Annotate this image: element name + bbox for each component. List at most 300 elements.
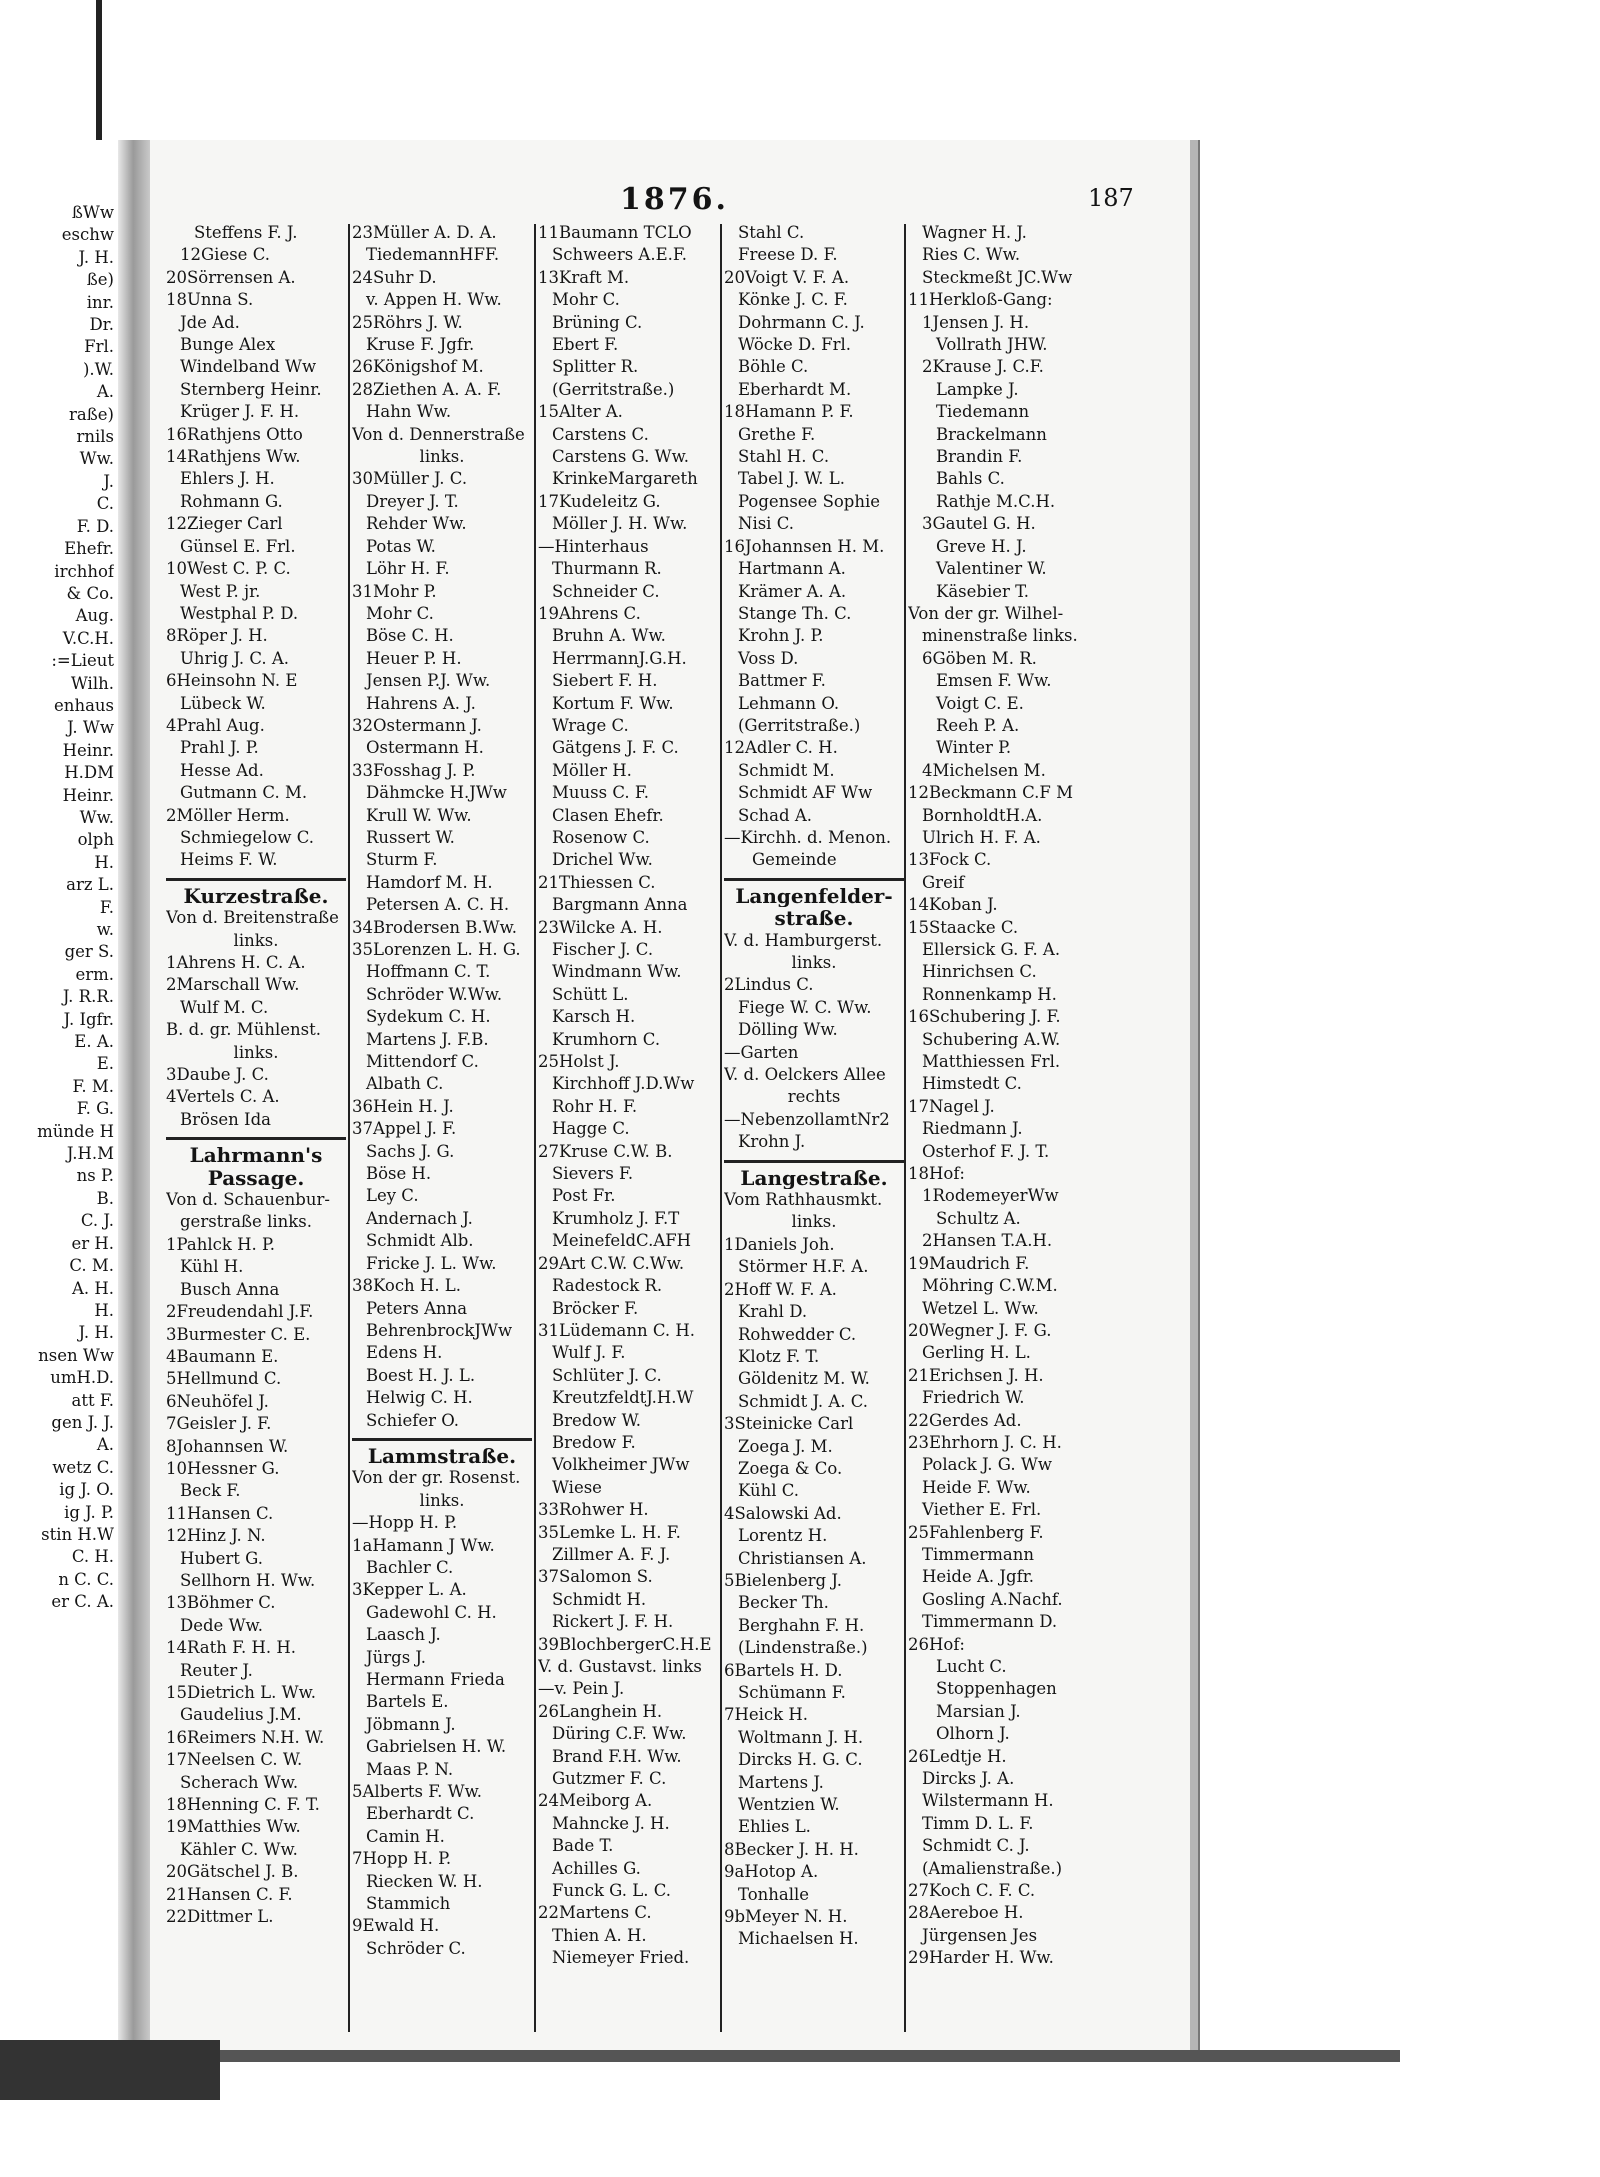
directory-entry: Brackelmann <box>936 424 1047 444</box>
directory-entry: v. Appen H. Ww. <box>366 290 502 310</box>
directory-entry: Hahrens A. J. <box>366 693 476 713</box>
directory-entry: Jürgensen Jes <box>922 1925 1038 1945</box>
street-heading: Langenfelder- <box>724 878 904 907</box>
directory-entry: 20Voigt V. F. A. <box>724 267 850 287</box>
directory-entry: 8Becker J. H. H. <box>724 1839 859 1859</box>
directory-entry: 32Ostermann J. <box>352 715 482 735</box>
directory-entry: Dreyer J. T. <box>366 491 459 511</box>
directory-entry: 36Hein H. J. <box>352 1096 454 1116</box>
directory-entry: Rehder Ww. <box>366 514 467 534</box>
directory-entry: Von der gr. Rosenst. <box>352 1468 521 1488</box>
left-page-entry: irchhof <box>54 561 114 581</box>
directory-entry: 21Hansen C. F. <box>166 1884 293 1904</box>
directory-entry: Voss D. <box>738 648 799 668</box>
directory-entry: Gutmann C. M. <box>180 783 308 803</box>
page-year: 1876. <box>620 182 729 217</box>
directory-entry: 29Art C.W. C.Ww. <box>538 1253 685 1273</box>
directory-entry: (Amalienstraße.) <box>922 1858 1063 1878</box>
directory-entry: Gutzmer F. C. <box>552 1769 667 1789</box>
directory-entry: 9bMeyer N. H. <box>724 1907 848 1927</box>
directory-entry: Reuter J. <box>180 1660 253 1680</box>
directory-entry: 1Daniels Joh. <box>724 1234 835 1254</box>
directory-entry: Bahls C. <box>936 469 1005 489</box>
left-page-entry: ger S. <box>64 942 114 962</box>
directory-entry: 25Fahlenberg F. <box>908 1522 1044 1542</box>
directory-entry: 7Geisler J. F. <box>166 1414 272 1434</box>
directory-entry: Potas W. <box>366 536 436 556</box>
directory-entry: 14Rathjens Ww. <box>166 447 301 467</box>
street-heading: Kurzestraße. <box>166 878 346 907</box>
directory-entry: Hagge C. <box>552 1119 630 1139</box>
left-page-entry: J. Ww <box>67 718 114 738</box>
left-page-entry: C. J. <box>80 1211 114 1231</box>
directory-entry: Radestock R. <box>552 1276 663 1296</box>
left-page-entry: J.H.M <box>66 1144 114 1164</box>
directory-entry: Jürgs J. <box>366 1647 426 1667</box>
left-page-entry: C. M. <box>69 1256 114 1276</box>
directory-entry: 29Harder H. Ww. <box>908 1948 1054 1968</box>
directory-entry: 18Hamann P. F. <box>724 402 854 422</box>
column-divider <box>348 224 350 2032</box>
directory-entry: Carstens C. <box>552 424 649 444</box>
directory-entry: Bredow W. <box>552 1410 641 1430</box>
directory-entry: Von d. Dennerstraße <box>352 424 525 444</box>
directory-entry: Muuss C. F. <box>552 783 649 803</box>
directory-entry: Laasch J. <box>366 1625 441 1645</box>
directory-columns <box>166 222 1166 2052</box>
directory-entry: Hartmann A. <box>738 559 846 579</box>
directory-entry: Viether E. Frl. <box>922 1500 1042 1520</box>
left-page-entry: H. <box>94 1300 114 1320</box>
directory-entry: Löhr H. F. <box>366 559 450 579</box>
left-page-entry: H.DM <box>64 763 114 783</box>
left-page-entry: F. <box>99 897 114 917</box>
directory-entry: 5Alberts F. Ww. <box>352 1782 482 1802</box>
left-page-entry: ig J. O. <box>59 1480 114 1500</box>
directory-entry: Prahl J. P. <box>180 738 259 758</box>
directory-entry: Volkheimer JWw <box>552 1455 690 1475</box>
directory-entry: Krull W. Ww. <box>366 805 472 825</box>
directory-entry: Stammich <box>366 1894 451 1914</box>
directory-entry: 31Mohr P. <box>352 581 437 601</box>
directory-entry: Käsebier T. <box>936 581 1029 601</box>
directory-entry: KrinkeMargareth <box>552 469 698 489</box>
directory-entry: 35Lorenzen L. H. G. <box>352 940 521 959</box>
directory-entry: 14Koban J. <box>908 895 998 915</box>
directory-entry: Sturm F. <box>366 850 438 870</box>
directory-entry: Peters Anna <box>366 1298 468 1318</box>
column-divider <box>904 224 906 2032</box>
directory-entry: Schümann F. <box>738 1683 846 1702</box>
directory-entry: Busch Anna <box>180 1279 280 1299</box>
directory-entry: Zoega J. M. <box>738 1436 833 1456</box>
left-page-entry: w. <box>96 920 114 939</box>
directory-entry: Berghahn F. H. <box>738 1615 865 1635</box>
directory-entry: 3Burmester C. E. <box>166 1324 311 1344</box>
directory-entry: Brandin F. <box>936 447 1023 467</box>
directory-entry: 14Rath F. H. H. <box>166 1638 297 1658</box>
directory-entry: Wulf J. F. <box>552 1343 626 1363</box>
directory-entry: Pogensee Sophie <box>738 491 881 511</box>
directory-entry: 30Müller J. C. <box>352 469 468 489</box>
directory-entry: 31Lüdemann C. H. <box>538 1320 696 1340</box>
directory-entry: 6Bartels H. D. <box>724 1660 843 1680</box>
left-page-entry: wetz C. <box>52 1457 114 1477</box>
directory-entry: 4Salowski Ad. <box>724 1503 842 1523</box>
book-spine <box>118 140 152 2040</box>
left-page-entry: & Co. <box>66 583 114 603</box>
directory-entry: 37Appel J. F. <box>352 1119 457 1139</box>
left-page-entry: nsen Ww <box>38 1345 114 1365</box>
left-page-entry: er H. <box>71 1233 114 1253</box>
directory-entry: Gätgens J. F. C. <box>552 738 679 758</box>
directory-entry: Klotz F. T. <box>738 1346 820 1366</box>
left-page-entry: Aug. <box>75 606 114 626</box>
directory-entry: 1Pahlck H. P. <box>166 1234 275 1254</box>
directory-entry: Jde Ad. <box>180 312 240 332</box>
directory-entry: Brösen Ida <box>180 1109 271 1129</box>
directory-entry: Eberhardt M. <box>738 379 852 399</box>
directory-entry: 18Unna S. <box>166 290 254 310</box>
directory-entry: 17Neelsen C. W. <box>166 1750 303 1770</box>
directory-entry: Riecken W. H. <box>366 1871 483 1891</box>
directory-entry: 19Maudrich F. <box>908 1253 1030 1273</box>
directory-entry: KreutzfeldtJ.H.W <box>552 1388 694 1408</box>
directory-entry: links. <box>233 930 279 950</box>
left-page-entry: olph <box>77 830 114 850</box>
directory-entry: Westphal P. D. <box>180 603 299 623</box>
directory-entry: (Gerritstraße.) <box>552 379 675 399</box>
directory-entry: Heuer P. H. <box>366 648 462 668</box>
directory-entry: Schütt L. <box>552 984 629 1004</box>
directory-entry: 20Wegner J. F. G. <box>908 1320 1052 1340</box>
directory-entry: Voigt C. E. <box>936 693 1024 713</box>
directory-entry: (Lindenstraße.) <box>738 1638 868 1658</box>
directory-entry: minenstraße links. <box>922 626 1078 646</box>
directory-entry: Fiege W. C. Ww. <box>738 997 872 1017</box>
directory-entry: Schmidt AF Ww <box>738 783 873 803</box>
directory-entry: Göldenitz M. W. <box>738 1369 870 1389</box>
directory-entry: Mohr C. <box>366 603 434 623</box>
directory-entry: Boest H. J. L. <box>366 1365 476 1385</box>
directory-entry: Ostermann H. <box>366 738 484 758</box>
directory-entry: 16Reimers N.H. W. <box>166 1727 325 1747</box>
directory-entry: 25Röhrs J. W. <box>352 312 463 332</box>
left-page-entry: J. H. <box>78 1323 114 1343</box>
directory-entry: Riedmann J. <box>922 1119 1023 1139</box>
directory-entry: Grethe F. <box>738 424 816 444</box>
directory-entry: Lehmann O. <box>738 693 840 713</box>
directory-entry: Andernach J. <box>366 1208 473 1228</box>
directory-entry: Schultz A. <box>936 1208 1021 1228</box>
directory-entry: Sievers F. <box>552 1164 634 1184</box>
directory-entry: Christiansen A. <box>738 1548 867 1568</box>
directory-entry: Dircks J. A. <box>922 1769 1015 1789</box>
directory-entry: 4Baumann E. <box>166 1346 279 1366</box>
directory-entry: Gaudelius J.M. <box>180 1705 302 1725</box>
directory-entry: Timmermann <box>922 1544 1034 1564</box>
directory-entry: 12Zieger Carl <box>166 514 283 534</box>
directory-entry: 38Koch H. L. <box>352 1276 462 1296</box>
directory-entry: Ebert F. <box>552 335 619 355</box>
directory-entry: 4Prahl Aug. <box>166 715 265 735</box>
directory-entry: Vollrath JHW. <box>936 335 1048 355</box>
directory-entry: 2Möller Herm. <box>166 805 290 825</box>
directory-entry: 12Adler C. H. <box>724 738 838 758</box>
directory-entry: V. d. Gustavst. links <box>538 1657 702 1676</box>
directory-entry: Splitter R. <box>552 357 639 377</box>
directory-entry: 27Kruse C.W. B. <box>538 1141 673 1161</box>
left-page-entry: er C. A. <box>51 1592 114 1612</box>
directory-entry: 7Heick H. <box>724 1705 809 1725</box>
directory-entry: Rohmann G. <box>180 491 283 511</box>
directory-entry: Dohrmann C. J. <box>738 312 865 332</box>
directory-entry: 13Böhmer C. <box>166 1593 276 1613</box>
directory-entry: 19Ahrens C. <box>538 603 641 623</box>
directory-entry: 16Johannsen H. M. <box>724 536 885 556</box>
directory-entry: links. <box>419 447 465 467</box>
directory-entry: 22Dittmer L. <box>166 1907 274 1927</box>
directory-entry: Wetzel L. Ww. <box>922 1298 1039 1318</box>
directory-entry: Ehlers J. H. <box>180 469 275 489</box>
directory-entry: 13Kraft M. <box>538 267 630 287</box>
directory-entry: Hamdorf M. H. <box>366 872 493 892</box>
directory-entry: 6Heinsohn N. E <box>166 671 298 691</box>
directory-entry: 10Hessner G. <box>166 1458 280 1478</box>
directory-entry: Ellersick G. F. A. <box>922 940 1061 959</box>
directory-entry: Michaelsen H. <box>738 1929 859 1949</box>
directory-entry: Tiedemann <box>936 402 1030 422</box>
directory-entry: Hoffmann C. T. <box>366 962 491 982</box>
directory-entry: Ries C. Ww. <box>922 245 1021 265</box>
directory-entry: 33Rohwer H. <box>538 1500 649 1520</box>
directory-entry: Mittendorf C. <box>366 1052 479 1072</box>
directory-entry: Tonhalle <box>738 1884 810 1904</box>
left-page-entry: gen J. J. <box>51 1412 114 1432</box>
directory-entry: 2Lindus C. <box>724 975 814 995</box>
directory-entry: 7Hopp H. P. <box>352 1849 452 1869</box>
directory-entry: Eberhardt C. <box>366 1804 475 1824</box>
directory-entry: Greve H. J. <box>936 536 1027 556</box>
directory-entry: rechts <box>787 1087 841 1107</box>
directory-entry: Bargmann Anna <box>552 895 688 915</box>
directory-entry: Krohn J. <box>738 1132 806 1152</box>
directory-entry: —Garten <box>724 1042 799 1062</box>
directory-entry: Möller J. H. Ww. <box>552 514 688 534</box>
directory-entry: Valentiner W. <box>936 559 1047 579</box>
directory-entry: 6Neuhöfel J. <box>166 1391 269 1411</box>
column-2 <box>352 222 532 2032</box>
directory-entry: Schröder W.Ww. <box>366 984 503 1004</box>
directory-entry: Von d. Breitenstraße <box>166 908 339 928</box>
directory-entry: Von der gr. Wilhel- <box>908 603 1064 623</box>
directory-entry: Martens J. F.B. <box>366 1029 489 1049</box>
left-page-entry: ).W. <box>82 359 114 379</box>
directory-entry: Helwig C. H. <box>366 1388 473 1408</box>
directory-entry: Stahl C. <box>738 223 805 242</box>
directory-entry: Störmer H.F. A. <box>738 1257 869 1277</box>
directory-entry: Schad A. <box>738 805 812 825</box>
directory-entry: Schröder C. <box>366 1938 466 1958</box>
column-5 <box>908 222 1094 2032</box>
directory-entry: —Kirchh. d. Menon. <box>724 827 892 847</box>
left-page-entry: att F. <box>71 1390 114 1410</box>
directory-entry: Bartels E. <box>366 1692 449 1712</box>
directory-page <box>150 140 1198 2060</box>
directory-entry: Funck G. L. C. <box>552 1881 671 1901</box>
directory-entry: 33Fosshag J. P. <box>352 760 476 780</box>
left-page-entry: B. <box>96 1188 114 1208</box>
directory-entry: Krumholz J. F.T <box>552 1208 680 1228</box>
directory-entry: 20Sörrensen A. <box>166 267 296 287</box>
directory-entry: Wiese <box>552 1477 602 1497</box>
directory-entry: Mohr C. <box>552 290 620 310</box>
directory-entry: Kortum F. Ww. <box>552 693 674 713</box>
directory-entry: Krämer A. A. <box>738 581 847 601</box>
directory-entry: Woltmann J. H. <box>738 1727 864 1747</box>
directory-entry: 35Lemke L. H. F. <box>538 1522 681 1542</box>
directory-entry: 1RodemeyerWw <box>922 1186 1059 1206</box>
directory-entry: Bunge Alex <box>180 335 276 355</box>
directory-entry: Marsian J. <box>936 1701 1021 1721</box>
directory-entry: Rathje M.C.H. <box>936 491 1056 511</box>
directory-entry: Kühl H. <box>180 1257 244 1277</box>
left-page-entry: Ww. <box>79 449 114 469</box>
directory-entry: 24Suhr D. <box>352 267 437 287</box>
street-heading: Lahrmann's <box>166 1137 346 1166</box>
directory-entry: Becker Th. <box>738 1593 829 1613</box>
left-page-entry: arz L. <box>66 875 114 895</box>
scan-bottom-edge <box>150 2050 1400 2062</box>
directory-entry: BehrenbrockJWw <box>366 1320 513 1340</box>
directory-entry: Petersen A. C. H. <box>366 895 510 915</box>
directory-entry: 25Holst J. <box>538 1052 620 1072</box>
directory-entry: Brüning C. <box>552 312 643 332</box>
directory-entry: Rohr H. F. <box>552 1096 638 1116</box>
directory-entry: Windelband Ww <box>180 357 317 377</box>
left-page-entry: A. <box>96 382 114 402</box>
directory-entry: TiedemannHFF. <box>366 245 500 265</box>
directory-entry: MeinefeldC.AFH <box>552 1231 692 1251</box>
directory-entry: Rohwedder C. <box>738 1324 857 1344</box>
directory-entry: Böse H. <box>366 1164 432 1184</box>
directory-entry: 6Göben M. R. <box>922 648 1037 668</box>
directory-entry: Camin H. <box>366 1826 445 1846</box>
directory-entry: Wilstermann H. <box>922 1791 1054 1811</box>
directory-entry: Lübeck W. <box>180 693 266 713</box>
directory-entry: 1Jensen J. H. <box>922 312 1030 332</box>
directory-entry: Von d. Schauenbur- <box>166 1190 330 1210</box>
directory-entry: Schubering A.W. <box>922 1029 1061 1049</box>
directory-entry: 28Aereboe H. <box>908 1903 1024 1923</box>
directory-entry: Heide F. Ww. <box>922 1477 1031 1497</box>
scan-corner-shadow <box>0 2040 220 2100</box>
directory-entry: Reeh P. A. <box>936 715 1020 735</box>
directory-entry: Thurmann R. <box>552 559 662 579</box>
directory-entry: links. <box>233 1042 279 1062</box>
directory-entry: gerstraße links. <box>180 1212 312 1232</box>
left-page-fragment <box>0 140 120 2080</box>
column-4 <box>724 222 904 2032</box>
directory-entry: Battmer F. <box>738 671 826 691</box>
directory-entry: Stange Th. C. <box>738 603 852 623</box>
column-divider <box>720 224 722 2032</box>
directory-entry: 2Krause J. C.F. <box>922 357 1044 377</box>
directory-entry: 10West C. P. C. <box>166 559 291 579</box>
directory-entry: Brand F.H. Ww. <box>552 1746 682 1766</box>
directory-entry: Himstedt C. <box>922 1074 1022 1094</box>
directory-entry: (Gerritstraße.) <box>738 715 861 735</box>
directory-entry: Krüger J. F. H. <box>180 402 300 422</box>
directory-entry: Schlüter J. C. <box>552 1365 662 1385</box>
directory-entry: Wulf M. C. <box>180 997 269 1017</box>
directory-entry: Albath C. <box>366 1074 444 1094</box>
directory-entry: V. d. Hamburgerst. <box>724 930 883 950</box>
directory-entry: 4Vertels C. A. <box>166 1087 280 1107</box>
directory-entry: 27Koch C. F. C. <box>908 1881 1036 1901</box>
directory-entry: 19Matthies Ww. <box>166 1817 301 1837</box>
directory-entry: Hahn Ww. <box>366 402 452 422</box>
directory-entry: Russert W. <box>366 827 455 847</box>
directory-entry: 9Ewald H. <box>352 1916 440 1936</box>
left-page-column <box>0 202 114 2012</box>
left-page-entry: F. G. <box>76 1099 114 1119</box>
directory-entry: Stahl H. C. <box>738 447 830 467</box>
directory-entry: Fischer J. C. <box>552 940 654 959</box>
directory-entry: Zoega & Co. <box>738 1458 843 1478</box>
left-page-entry: A. <box>96 1435 114 1455</box>
left-page-entry: C. H. <box>71 1547 114 1567</box>
directory-entry: Möhring C.W.M. <box>922 1276 1058 1296</box>
left-page-entry: münde H <box>37 1121 114 1141</box>
left-page-entry: Wilh. <box>70 673 114 693</box>
directory-entry: 5Hellmund C. <box>166 1369 282 1389</box>
left-page-entry: eschw <box>61 225 114 245</box>
directory-entry: 3Kepper L. A. <box>352 1580 467 1600</box>
directory-entry: 2Freudendahl J.F. <box>166 1302 314 1322</box>
column-divider <box>534 224 536 2032</box>
left-page-entry: H. <box>94 852 114 872</box>
directory-entry: Friedrich W. <box>922 1388 1025 1408</box>
directory-entry: Gerling H. L. <box>922 1343 1031 1363</box>
left-page-entry: E. <box>96 1054 114 1074</box>
directory-entry: Vom Rathhausmkt. <box>724 1190 883 1210</box>
left-page-entry: raße) <box>69 404 114 424</box>
directory-entry: Dircks H. G. C. <box>738 1750 863 1770</box>
directory-entry: 2Marschall Ww. <box>166 975 300 995</box>
directory-entry: Böse C. H. <box>366 626 454 646</box>
directory-entry: Ehlies L. <box>738 1817 811 1837</box>
directory-entry: Sellhorn H. Ww. <box>180 1570 316 1590</box>
left-page-entry: Ww. <box>79 807 114 827</box>
left-page-entry: J. H. <box>78 247 114 267</box>
directory-entry: 16Rathjens Otto <box>166 424 303 444</box>
directory-entry: 3Steinicke Carl <box>724 1414 854 1434</box>
directory-entry: 2Hansen T.A.H. <box>922 1231 1053 1251</box>
street-heading: Langestraße. <box>724 1160 904 1189</box>
left-page-entry: enhaus <box>54 695 114 715</box>
directory-entry: 11Hansen C. <box>166 1503 274 1523</box>
directory-entry: 21Erichsen J. H. <box>908 1365 1044 1385</box>
left-page-entry: J. Igfr. <box>63 1009 114 1029</box>
directory-entry: Tabel J. W. L. <box>738 469 846 489</box>
directory-entry: Schiefer O. <box>366 1410 460 1430</box>
directory-entry: 39BlochbergerC.H.E <box>538 1634 712 1654</box>
directory-entry: 18Henning C. F. T. <box>166 1795 320 1815</box>
left-page-entry: Heinr. <box>62 740 114 760</box>
directory-entry: 23Wilcke A. H. <box>538 917 663 937</box>
left-page-entry: Frl. <box>84 337 114 357</box>
